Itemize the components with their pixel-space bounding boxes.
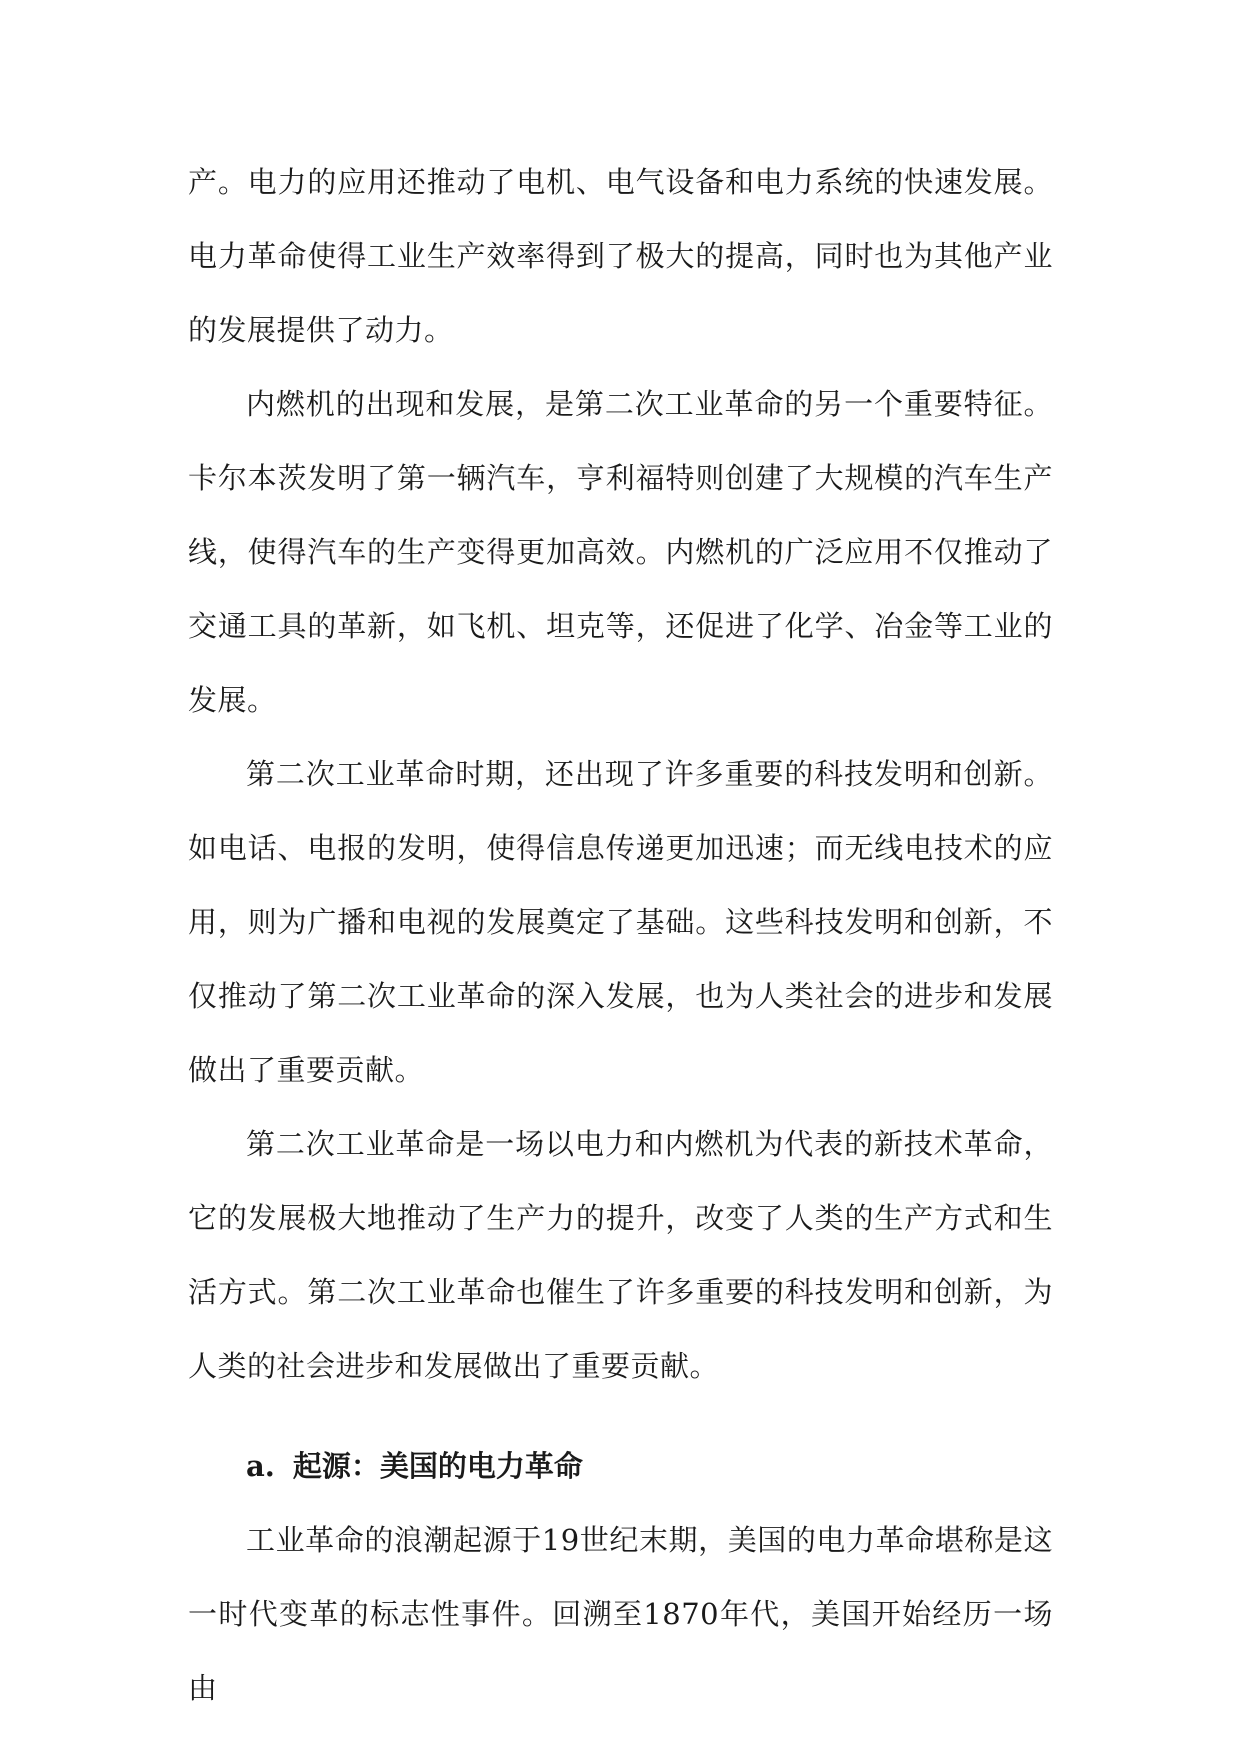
- paragraph-inventions: 第二次工业革命时期，还出现了许多重要的科技发明和创新。如电话、电报的发明，使得信息传递更加迅速；而无线电技术的应用，则为广播和电视的发展奠定了基础。这些科技发明和创新，不仅推动了第二次工业革命的深入发展，也为人类社会的进步和发展做出了重要贡献。: [188, 757, 1053, 1087]
- paragraph-internal-combustion: 内燃机的出现和发展，是第二次工业革命的另一个重要特征。卡尔本茨发明了第一辆汽车，亨利福特则创建了大规模的汽车生产线，使得汽车的生产变得更加高效。内燃机的广泛应用不仅推动了交通工具的革新，如飞机、坦克等，还促进了化学、冶金等工业的发展。: [188, 387, 1053, 717]
- section-heading: [188, 1429, 1053, 1503]
- paragraph-continuation: 产。电力的应用还推动了电机、电气设备和电力系统的快速发展。电力革命使得工业生产效率得到了极大的提高，同时也为其他产业的发展提供了动力。: [188, 165, 1053, 347]
- paragraph-origin: 工业革命的浪潮起源于19世纪末期，美国的电力革命堪称是这一时代变革的标志性事件。回溯至1870年代，美国开始经历一场由: [188, 1523, 1053, 1705]
- section-heading-title: 起源：美国的电力革命: [292, 1449, 583, 1483]
- document-page: [188, 145, 1053, 1725]
- section-heading-marker: a.: [246, 1449, 275, 1483]
- paragraph-summary: 第二次工业革命是一场以电力和内燃机为代表的新技术革命，它的发展极大地推动了生产力的提升，改变了人类的生产方式和生活方式。第二次工业革命也催生了许多重要的科技发明和创新，为人类的社会进步和发展做出了重要贡献。: [188, 1127, 1053, 1383]
